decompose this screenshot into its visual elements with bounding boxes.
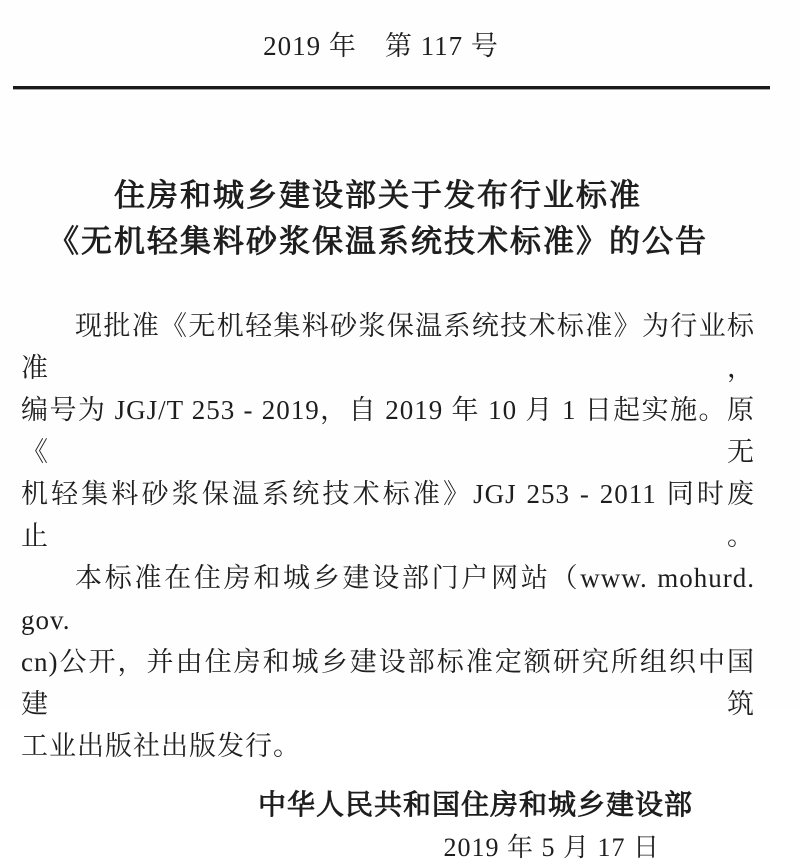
issue-date: 2019 年 5 月 17 日 <box>443 833 660 862</box>
issuing-authority-signature: 中华人民共和国住房和城乡建设部 <box>257 789 693 820</box>
document-title-line-2: 《无机轻集料砂浆保温系统技术标准》的公告 <box>48 224 708 259</box>
body-line: 工业出版社出版发行。 <box>21 731 301 761</box>
body-line: 机轻集料砂浆保温系统技术标准》JGJ 253 - 2011 同时废止。 <box>21 479 755 551</box>
body-text <box>21 305 755 767</box>
body-line: cn)公开，并由住房和城乡建设部标准定额研究所组织中国建筑 <box>21 647 755 719</box>
body-line: 编号为 JGJ/T 253 - 2019，自 2019 年 10 月 1 日起实施。原《无 <box>21 395 755 467</box>
body-line: 现批准《无机轻集料砂浆保温系统技术标准》为行业标准， <box>21 311 755 383</box>
body-line: 本标准在住房和城乡建设部门户网站（www. mohurd. gov. <box>21 563 755 635</box>
header-divider-rule <box>13 86 770 89</box>
issue-number-line: 2019 年 第 117 号 <box>263 31 499 61</box>
document-title-line-1: 住房和城乡建设部关于发布行业标准 <box>114 178 642 213</box>
document-title <box>0 173 756 265</box>
